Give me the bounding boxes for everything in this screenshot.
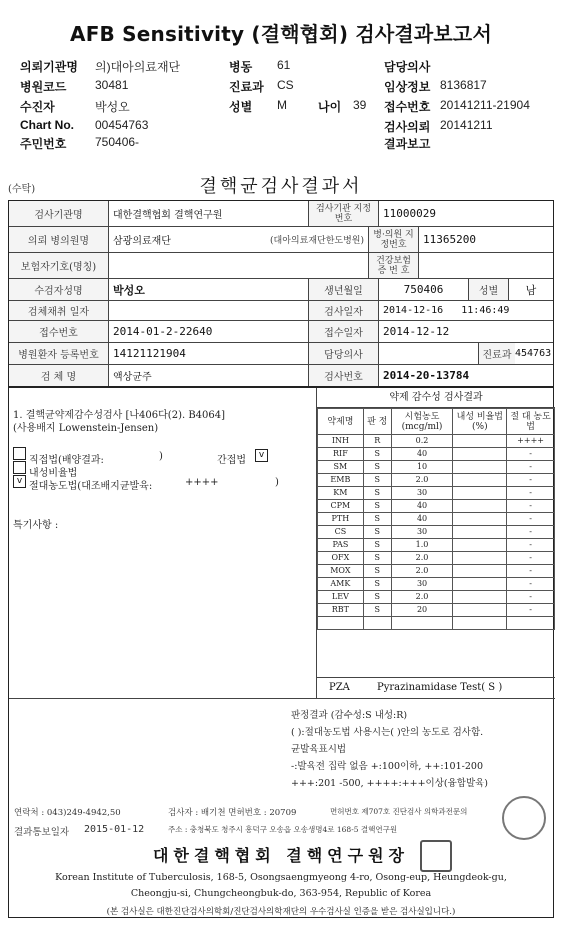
- spec-label: 검 체 명: [9, 365, 109, 386]
- cell-ratio: [453, 435, 507, 448]
- cell-abs: -: [507, 591, 555, 604]
- info-grid: [8, 200, 554, 387]
- cell-drug: AMK: [318, 578, 364, 591]
- official-seal: [420, 840, 452, 872]
- dept-label: 진료과: [479, 343, 515, 364]
- cell-ratio: [453, 461, 507, 474]
- ins-card-value: [419, 253, 553, 278]
- col-ratio: 내성 비율법(%): [453, 409, 507, 435]
- sex-value: 남: [525, 283, 537, 297]
- table-row: [318, 435, 555, 448]
- cell-ratio: [453, 448, 507, 461]
- cell-conc: 40: [391, 448, 453, 461]
- field-label-dept: 진료과: [229, 80, 264, 94]
- table-row: [318, 500, 555, 513]
- cell-ratio: [453, 604, 507, 617]
- cell-abs: -: [507, 539, 555, 552]
- contact-text: 연락처 : 043)249-4942,50: [14, 808, 121, 818]
- collect-label: 검체채취 일자: [9, 301, 109, 320]
- field-label-request: 검사의뢰: [384, 120, 431, 134]
- test-no-value: 2014-20-13784: [383, 369, 470, 382]
- field-label-result: 결과보고: [384, 137, 431, 151]
- cell-abs: -: [507, 513, 555, 526]
- recv-no-label: 접수번호: [9, 321, 109, 342]
- report-title: AFB Sensitivity (결핵협회) 검사결과보고서: [70, 22, 492, 46]
- cell-drug: SM: [318, 461, 364, 474]
- req-code-label: 병·의원 지정번호: [369, 227, 419, 252]
- cell-ratio: [453, 552, 507, 565]
- req-note: (대아의료재단한도병원): [219, 227, 369, 252]
- field-value-chart: 00454763: [95, 118, 149, 132]
- org-address-english: Cheongju-si, Chungcheongbuk-do, 363-954, Republic of Korea: [130, 888, 432, 899]
- cell-judge: [363, 617, 391, 630]
- collect-value: [109, 301, 309, 320]
- req-label: 의뢰 병의원명: [9, 227, 109, 252]
- cell-judge: S: [363, 448, 391, 461]
- inst-code-value: 11000029: [383, 207, 436, 220]
- cell-abs: -: [507, 526, 555, 539]
- cell-conc: 30: [391, 526, 453, 539]
- cell-conc: [391, 617, 453, 630]
- cell-drug: CS: [318, 526, 364, 539]
- dept-value: 454763: [515, 348, 552, 359]
- table-row: [318, 578, 555, 591]
- info-row: [9, 279, 553, 301]
- resist-checkbox: [13, 461, 26, 474]
- direct-checkbox: [13, 447, 26, 460]
- cell-judge: R: [363, 435, 391, 448]
- report-date: 2015-01-12: [84, 824, 145, 835]
- cell-abs: -: [507, 578, 555, 591]
- remarks-label: 특기사항 :: [13, 520, 59, 531]
- cell-judge: S: [363, 552, 391, 565]
- field-value-receipt: 20141211-21904: [440, 98, 530, 112]
- cell-judge: S: [363, 487, 391, 500]
- cell-abs: -: [507, 461, 555, 474]
- cell-ratio: [453, 500, 507, 513]
- info-row: [9, 201, 553, 227]
- table-row: [318, 591, 555, 604]
- judge-line: 균발육표시법: [291, 744, 347, 755]
- field-label-doctor: 담당의사: [384, 60, 431, 74]
- certification-note: (본 검사실은 대한진단검사의학회/진단검사의학재단의 우수검사실 인증을 받은 검사실입니다.): [106, 907, 456, 917]
- field-label-sex: 성별: [229, 100, 253, 114]
- resist-label: 내성비율법: [29, 468, 78, 479]
- cell-judge: S: [363, 500, 391, 513]
- cell-drug: OFX: [318, 552, 364, 565]
- table-row: [318, 617, 555, 630]
- field-value-dept: CS: [277, 78, 294, 92]
- sensitivity-table: [317, 408, 555, 630]
- field-label-age: 나이: [318, 100, 342, 114]
- recv-date-value: 2014-12-12: [383, 325, 450, 338]
- cell-judge: S: [363, 565, 391, 578]
- cell-abs: -: [507, 604, 555, 617]
- direct-label: 직접법(배양결과:: [29, 455, 104, 466]
- method-pane: [9, 388, 317, 698]
- recv-no-value: 2014-01-2-22640: [109, 321, 309, 342]
- cell-ratio: [453, 487, 507, 500]
- info-row: [9, 365, 553, 386]
- cell-ratio: [453, 474, 507, 487]
- field-value-ssn: 750406-: [95, 135, 140, 149]
- cell-abs: -: [507, 487, 555, 500]
- inst-value: 대한결핵협회 결핵연구원: [109, 201, 309, 226]
- test-date-label: 검사일자: [309, 301, 379, 320]
- field-label-receipt: 접수번호: [384, 100, 431, 114]
- indirect-label: 간접법: [217, 455, 246, 466]
- cell-conc: 0.2: [391, 435, 453, 448]
- table-row: [318, 552, 555, 565]
- cell-drug: MOX: [318, 565, 364, 578]
- cell-drug: LEV: [318, 591, 364, 604]
- field-label-clinical: 임상정보: [384, 80, 431, 94]
- cell-conc: 1.0: [391, 539, 453, 552]
- cell-drug: KM: [318, 487, 364, 500]
- cell-drug: CPM: [318, 500, 364, 513]
- cell-abs: -: [507, 474, 555, 487]
- ins-label: 보험자기호(명칭): [9, 253, 109, 278]
- report-doc-title: 결핵균검사결과서: [199, 176, 363, 197]
- col-drug: 약제명: [318, 409, 364, 435]
- cell-drug: PTH: [318, 513, 364, 526]
- scanned-report: [0, 166, 562, 942]
- judge-line: -:발육전 집락 없음 +:100이하, ++:101-200: [291, 761, 483, 772]
- result-section: [8, 387, 554, 918]
- cell-conc: 40: [391, 513, 453, 526]
- org-name-korean: 대한결핵협회 결핵연구원장: [152, 846, 410, 865]
- info-row: [9, 321, 553, 343]
- pza-value: Pyrazinamidase Test( S ): [377, 682, 503, 693]
- cell-conc: 2.0: [391, 591, 453, 604]
- req-code-value: 11365200: [423, 233, 476, 246]
- org-name-english: Korean Institute of Tuberculosis, 168-5, Osongsaengmyeong 4-ro, Osong-eup, Heungdeok-gu,: [55, 872, 507, 883]
- field-label-chart: Chart No.: [20, 118, 74, 132]
- reg-label: 병원환자 등록번호: [9, 343, 109, 364]
- table-row: [318, 565, 555, 578]
- cell-drug: EMB: [318, 474, 364, 487]
- cell-judge: S: [363, 539, 391, 552]
- cell-abs: [507, 617, 555, 630]
- direct-close: ): [159, 451, 163, 462]
- info-row: [9, 301, 553, 321]
- sex-label: 성별: [469, 279, 509, 300]
- cell-ratio: [453, 526, 507, 539]
- cell-abs: -: [507, 448, 555, 461]
- cell-ratio: [453, 539, 507, 552]
- address-text: 주소 : 충청북도 청주시 흥덕구 오송읍 오송생명4로 168-5 결핵연구원: [168, 825, 398, 834]
- field-value-sex: M: [277, 98, 287, 112]
- cell-ratio: [453, 513, 507, 526]
- name-value: 박성오: [109, 279, 309, 300]
- cell-judge: S: [363, 591, 391, 604]
- cell-abs: -: [507, 552, 555, 565]
- field-label-ward: 병동: [229, 60, 253, 74]
- field-value-hospcode: 30481: [95, 78, 129, 92]
- name-label: 수검자성명: [9, 279, 109, 300]
- cell-abs: ++++: [507, 435, 555, 448]
- table-row: [318, 526, 555, 539]
- field-label-patient: 수진자: [20, 100, 55, 114]
- cell-conc: 40: [391, 500, 453, 513]
- field-value-patient: 박성오: [95, 100, 130, 114]
- cell-judge: S: [363, 526, 391, 539]
- cell-ratio: [453, 617, 507, 630]
- inst-code-label: 검사기관 지정번호: [309, 201, 379, 226]
- col-conc: 시험농도 (mcg/ml): [391, 409, 453, 435]
- table-row: [318, 487, 555, 500]
- table-row: [318, 604, 555, 617]
- item1-sub: (사용배지 Lowenstein-Jensen): [13, 423, 159, 434]
- doctor-label: 담당의사: [309, 343, 379, 364]
- cell-conc: 2.0: [391, 474, 453, 487]
- cell-conc: 2.0: [391, 565, 453, 578]
- cell-ratio: [453, 578, 507, 591]
- table-row: [318, 474, 555, 487]
- item1-text: 1. 결핵균약제감수성검사 [나406다(2). B4064]: [13, 410, 226, 421]
- cell-drug: [318, 617, 364, 630]
- spec-value: 액상균주: [109, 365, 309, 386]
- col-abs: 절 대 농도법: [507, 409, 555, 435]
- director-text: 면허번호 제707호 진단검사 의학과전문의: [330, 807, 468, 816]
- ins-value: [109, 253, 369, 278]
- absolute-close: ): [275, 477, 279, 488]
- cell-judge: S: [363, 474, 391, 487]
- cell-conc: 10: [391, 461, 453, 474]
- info-row: [9, 253, 553, 279]
- indirect-checkbox: v: [255, 449, 268, 462]
- cell-conc: 30: [391, 578, 453, 591]
- table-row: [318, 461, 555, 474]
- field-value-age: 39: [353, 98, 367, 112]
- col-judge: 판 정: [363, 409, 391, 435]
- judge-line: ( ):절대농도법 사용시는( )안의 농도로 검사함.: [291, 727, 484, 738]
- cell-conc: 2.0: [391, 552, 453, 565]
- cell-ratio: [453, 591, 507, 604]
- info-row: [9, 343, 553, 365]
- certification-seal: [502, 796, 546, 840]
- cell-conc: 30: [391, 487, 453, 500]
- absolute-value: ++++: [185, 477, 219, 488]
- field-value-request: 20141211: [440, 118, 493, 132]
- field-value-inst: 의)대아의료재단: [95, 60, 181, 74]
- test-date-value: 2014-12-16 11:46:49: [383, 305, 510, 316]
- birth-value: 750406: [379, 279, 469, 300]
- examiner-text: 검사자 : 배기천 면허번호 : 20709: [168, 808, 297, 818]
- cell-judge: S: [363, 578, 391, 591]
- field-value-ward: 61: [277, 58, 291, 72]
- cell-drug: RBT: [318, 604, 364, 617]
- inst-label: 검사기관명: [9, 201, 109, 226]
- ins-card-label: 건강보험 증 번 호: [369, 253, 419, 278]
- cell-judge: S: [363, 461, 391, 474]
- cell-drug: PAS: [318, 539, 364, 552]
- cell-conc: 20: [391, 604, 453, 617]
- table-row: [318, 513, 555, 526]
- table-row: [318, 539, 555, 552]
- absolute-checkbox: v: [13, 475, 26, 488]
- sensitivity-title: 약제 감수성 검사결과: [317, 388, 555, 408]
- cell-abs: -: [507, 565, 555, 578]
- birth-label: 생년월일: [309, 279, 379, 300]
- field-label-hospcode: 병원코드: [20, 80, 67, 94]
- pza-row: [317, 677, 555, 698]
- field-value-clinical: 8136817: [440, 78, 487, 92]
- table-row: [318, 448, 555, 461]
- field-label-inst: 의뢰기관명: [20, 60, 78, 74]
- table-header-row: [318, 409, 555, 435]
- cell-drug: RIF: [318, 448, 364, 461]
- pza-label: PZA: [329, 682, 350, 693]
- field-label-ssn: 주민번호: [20, 137, 67, 151]
- judge-line: +++:201 -500, ++++:+++이상(융합발육): [291, 778, 489, 789]
- req-value: 삼광의료재단: [113, 236, 171, 247]
- doctor-value: [379, 343, 479, 364]
- info-row: [9, 227, 553, 253]
- cell-ratio: [453, 565, 507, 578]
- test-no-label: 검사번호: [309, 365, 379, 386]
- cell-judge: S: [363, 513, 391, 526]
- absolute-label: 절대농도법(대조배지균발육:: [29, 481, 153, 492]
- report-date-label: 결과통보일자: [14, 827, 70, 838]
- report-tag: (수탁): [8, 184, 36, 195]
- cell-judge: S: [363, 604, 391, 617]
- reg-value: 14121121904: [109, 343, 309, 364]
- judge-line: 판정결과 (감수성:S 내성:R): [291, 710, 408, 721]
- cell-abs: -: [507, 500, 555, 513]
- cell-drug: INH: [318, 435, 364, 448]
- recv-date-label: 접수일자: [309, 321, 379, 342]
- sensitivity-pane: [317, 388, 555, 698]
